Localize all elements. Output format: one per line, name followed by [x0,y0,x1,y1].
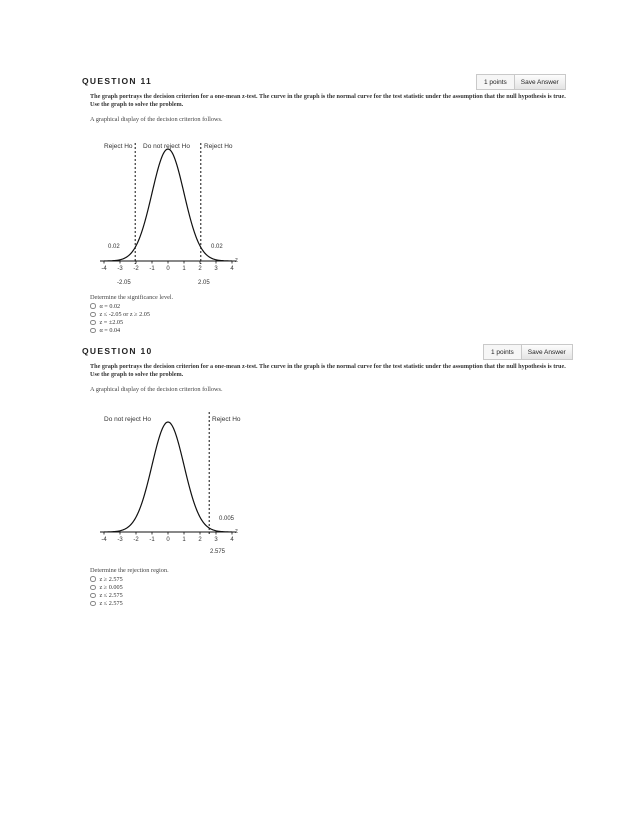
option-row[interactable] [90,600,123,608]
option-label: α = 0.02 [99,302,121,310]
option-label: z ≤ 2.575 [99,591,123,599]
option-label: z ≤ -2.05 or z ≥ 2.05 [99,310,150,318]
tick-label: 0 [166,537,170,543]
tick-label: -2 [133,537,139,543]
question-11-save-button[interactable]: Save Answer [514,75,565,89]
tail-area-right: 0.005 [219,516,235,522]
question-11-title: QUESTION 11 [82,76,153,86]
question-11-prompt: Determine the significance level. [90,294,174,301]
tail-area-right: 0.02 [211,244,223,250]
question-11-options [90,302,150,335]
region-label-reject-left: Reject Ho [104,143,133,150]
region-label-do-not-reject: Do not reject Ho [104,416,151,423]
critical-label-right: 2.575 [210,549,226,555]
question-10-points-box [483,344,573,360]
radio-button[interactable] [90,585,96,591]
tick-label: 3 [214,537,218,543]
option-row[interactable] [90,310,150,318]
question-10-options [90,575,123,608]
radio-button[interactable] [90,303,96,309]
radio-button[interactable] [90,576,96,582]
option-label: z ≥ 2.575 [99,575,123,583]
tick-label: 3 [214,266,218,272]
question-11-points: 1 points [484,78,507,86]
question-10-save-button[interactable]: Save Answer [521,345,572,359]
tick-label: 4 [230,266,234,272]
question-10-graph [90,408,250,560]
option-label: z = ±2.05 [99,318,124,326]
option-row[interactable] [90,327,150,335]
axis-variable-z: z [235,258,238,264]
question-10-points: 1 points [491,348,514,356]
region-label-do-not-reject: Do not reject Ho [143,143,190,150]
option-label: z ≤ 2.575 [99,600,123,608]
tick-label: -4 [101,537,107,543]
question-11-text: The graph portrays the decision criterion for a one-mean z-test. The curve in the graph is the normal curve for the test statistic under the assumption that the null hypothesis is true. Use the graph to solve the problem. [90,93,566,108]
tick-label: 1 [182,266,186,272]
tick-label: -3 [117,266,123,272]
option-row[interactable] [90,575,123,583]
option-row[interactable] [90,318,150,326]
critical-label-left: -2.05 [117,280,131,286]
option-row[interactable] [90,583,123,591]
tick-label: 0 [166,266,170,272]
tick-label: 1 [182,537,186,543]
tick-label: -1 [149,537,155,543]
region-label-reject-right: Reject Ho [204,143,233,150]
option-row[interactable] [90,591,123,599]
tick-label: -2 [133,266,139,272]
tick-label: -1 [149,266,155,272]
tick-label: -3 [117,537,123,543]
radio-button[interactable] [90,320,96,326]
tail-area-left: 0.02 [108,244,120,250]
tick-label: -4 [101,266,107,272]
question-10-intro: A graphical display of the decision criterion follows. [90,386,223,393]
radio-button[interactable] [90,593,96,599]
normal-curve [104,422,232,532]
radio-button[interactable] [90,328,96,334]
option-row[interactable] [90,302,150,310]
option-label: α = 0.04 [99,327,121,335]
tick-label: 4 [230,537,234,543]
question-11-intro: A graphical display of the decision criterion follows. [90,116,223,123]
question-11-points-box [476,74,566,90]
question-10-prompt: Determine the rejection region. [90,567,169,574]
region-label-reject-right: Reject Ho [212,416,241,423]
tick-label: 2 [198,266,202,272]
radio-button[interactable] [90,601,96,607]
tick-label: 2 [198,537,202,543]
critical-label-right: 2.05 [198,280,210,286]
question-10-title: QUESTION 10 [82,346,153,356]
question-11-graph [90,135,250,287]
option-label: z ≥ 0.005 [99,583,123,591]
axis-variable-z: z [235,529,238,535]
radio-button[interactable] [90,312,96,318]
question-10-text: The graph portrays the decision criterion for a one-mean z-test. The curve in the graph is the normal curve for the test statistic under the assumption that the null hypothesis is true. Use the graph to solve the problem. [90,363,566,378]
